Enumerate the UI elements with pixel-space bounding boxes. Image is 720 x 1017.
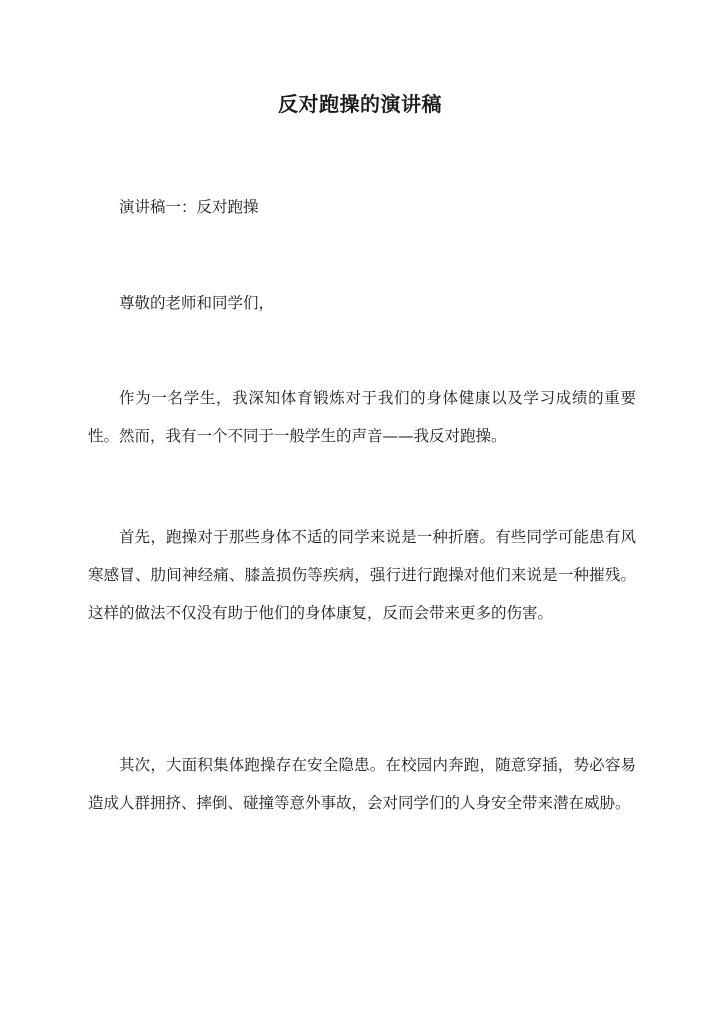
paragraph-greeting: 尊敬的老师和同学们， [119, 294, 275, 312]
paragraph-second-point: 其次，大面积集体跑操存在安全隐患。在校园内奔跑，随意穿插，势必容易造成人群拥挤、摔倒、碰撞等意外事故，会对同学们的人身安全带来潜在威胁。 [88, 756, 636, 812]
paragraph-first-point: 首先，跑操对于那些身体不适的同学来说是一种折磨。有些同学可能患有风寒感冒、肋间神经痛、膝盖损伤等疾病，强行进行跑操对他们来说是一种摧残。这样的做法不仅没有助于他们的身体康复，反而会带来更多的伤害。 [88, 528, 636, 622]
paragraph-intro: 作为一名学生，我深知体育锻炼对于我们的身体健康以及学习成绩的重要性。然而，我有一个不同于一般学生的声音——我反对跑操。 [88, 389, 636, 445]
paragraph-subtitle: 演讲稿一：反对跑操 [119, 198, 259, 216]
document-title: 反对跑操的演讲稿 [278, 92, 442, 116]
